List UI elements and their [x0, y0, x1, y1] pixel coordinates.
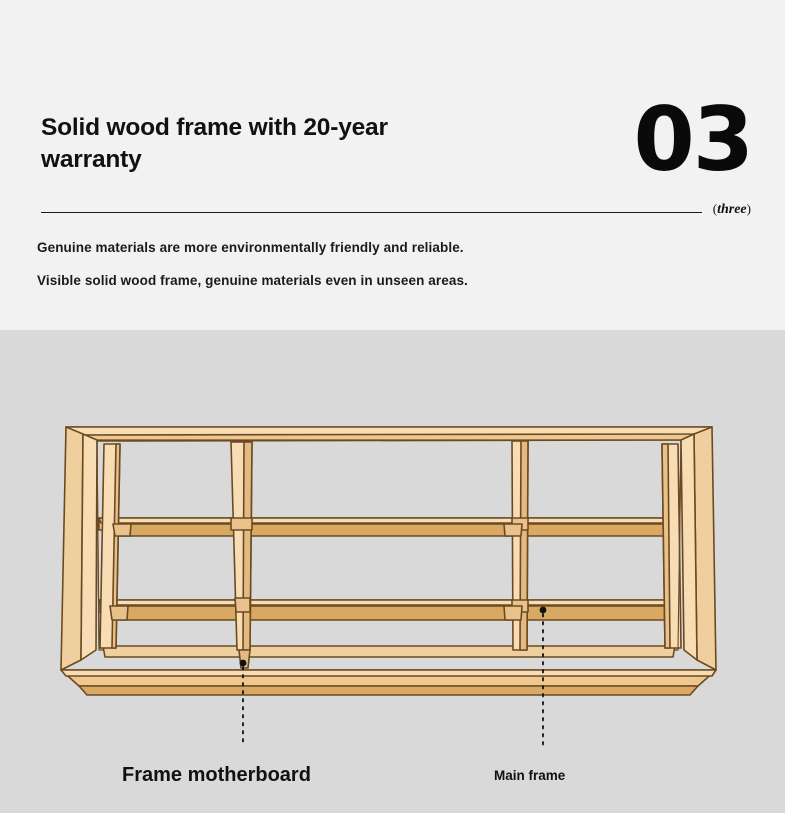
section-number-word: [713, 201, 751, 218]
callout-label-frame-motherboard: Frame motherboard: [122, 764, 311, 786]
section-number: 03: [633, 88, 752, 191]
diagram-section: [0, 330, 785, 813]
page-title: Solid wood frame with 20-year warranty: [41, 114, 388, 174]
paren-open: (: [712, 201, 718, 216]
header-section: [0, 0, 785, 330]
feature-bullet-2: Visible solid wood frame, genuine materials even in unseen areas.: [37, 273, 468, 288]
callout-label-main-frame: Main frame: [494, 768, 566, 783]
number-word-text: three: [717, 202, 747, 217]
wood-frame-illustration: [0, 330, 785, 813]
paren-close: ): [746, 201, 751, 216]
divider: [41, 212, 702, 213]
feature-bullet-1: Genuine materials are more environmentally friendly and reliable.: [37, 240, 464, 255]
